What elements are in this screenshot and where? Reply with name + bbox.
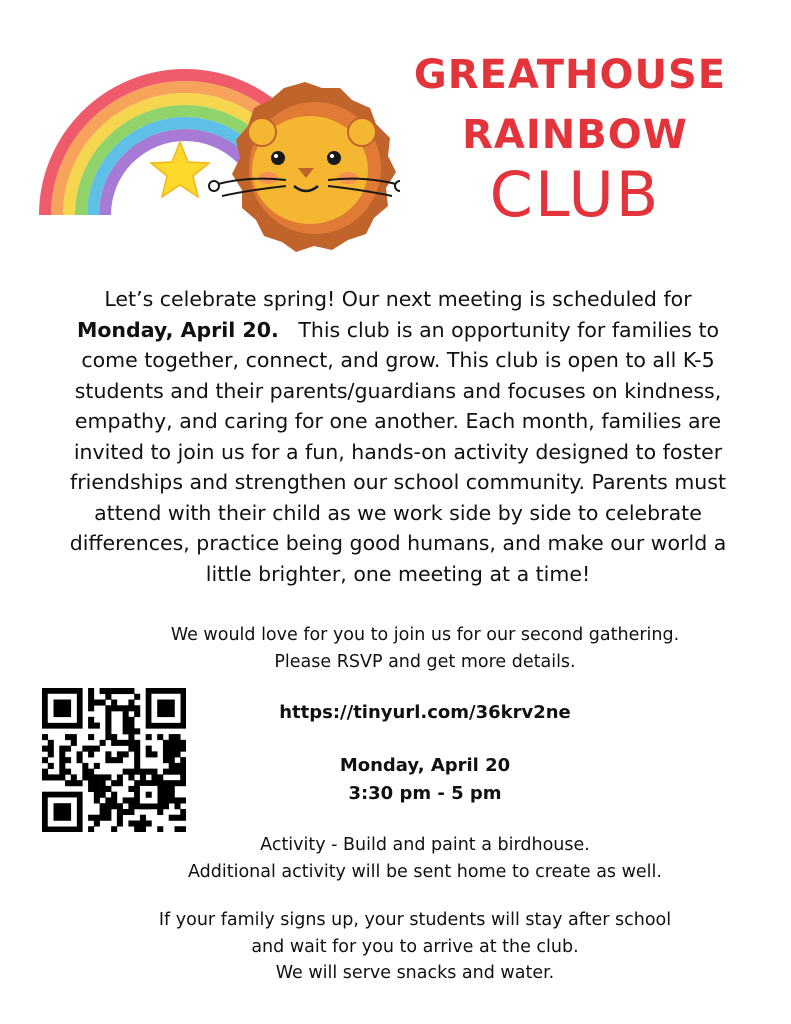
info-text	[110, 907, 720, 987]
rsvp-link[interactable]: https://tinyurl.com/36krv2ne	[279, 702, 571, 723]
header-illustration	[0, 0, 400, 260]
activity-text	[130, 832, 720, 885]
qr-code[interactable]	[42, 688, 186, 832]
invite-line-2: Please RSVP and get more details.	[274, 651, 576, 672]
title-line-1: GREATHOUSE	[413, 52, 727, 98]
info-line-3: We will serve snacks and water.	[275, 963, 555, 983]
title-line-3: CLUB	[489, 158, 661, 231]
intro-line-1: Let’s celebrate spring! Our next meeting is scheduled for	[104, 287, 692, 311]
event-time: 3:30 pm - 5 pm	[348, 783, 502, 804]
intro-body: This club is an opportunity for families to come together, connect, and grow. This club is open to all K-5 students and their parents/guardians and focuses on kindness, empathy, and caring for one another. Each month, families are invited to join us for a fun, hands-on activity designed to foster friendships and strengthen our school community. Parents must attend with their child as we work side by side to celebrate differences, practice being good humans, and make our world a little brighter, one meeting at a time!	[69, 317, 727, 586]
info-line-1: If your family signs up, your students will stay after school	[158, 910, 672, 930]
intro-paragraph	[50, 284, 746, 589]
star-icon	[151, 142, 209, 197]
intro-date: Monday, April 20.	[76, 317, 279, 342]
activity-line-2: Additional activity will be sent home to create as well.	[188, 861, 662, 882]
activity-line-1: Activity - Build and paint a birdhouse.	[260, 835, 590, 855]
title-line-2: RAINBOW	[462, 112, 688, 158]
invite-text	[130, 622, 720, 675]
event-when	[270, 752, 580, 808]
event-date: Monday, April 20	[339, 755, 511, 776]
qr-code-graphic	[42, 688, 186, 832]
invite-line-1: We would love for you to join us for our second gathering.	[170, 625, 680, 645]
info-line-2: and wait for you to arrive at the club.	[251, 936, 579, 957]
